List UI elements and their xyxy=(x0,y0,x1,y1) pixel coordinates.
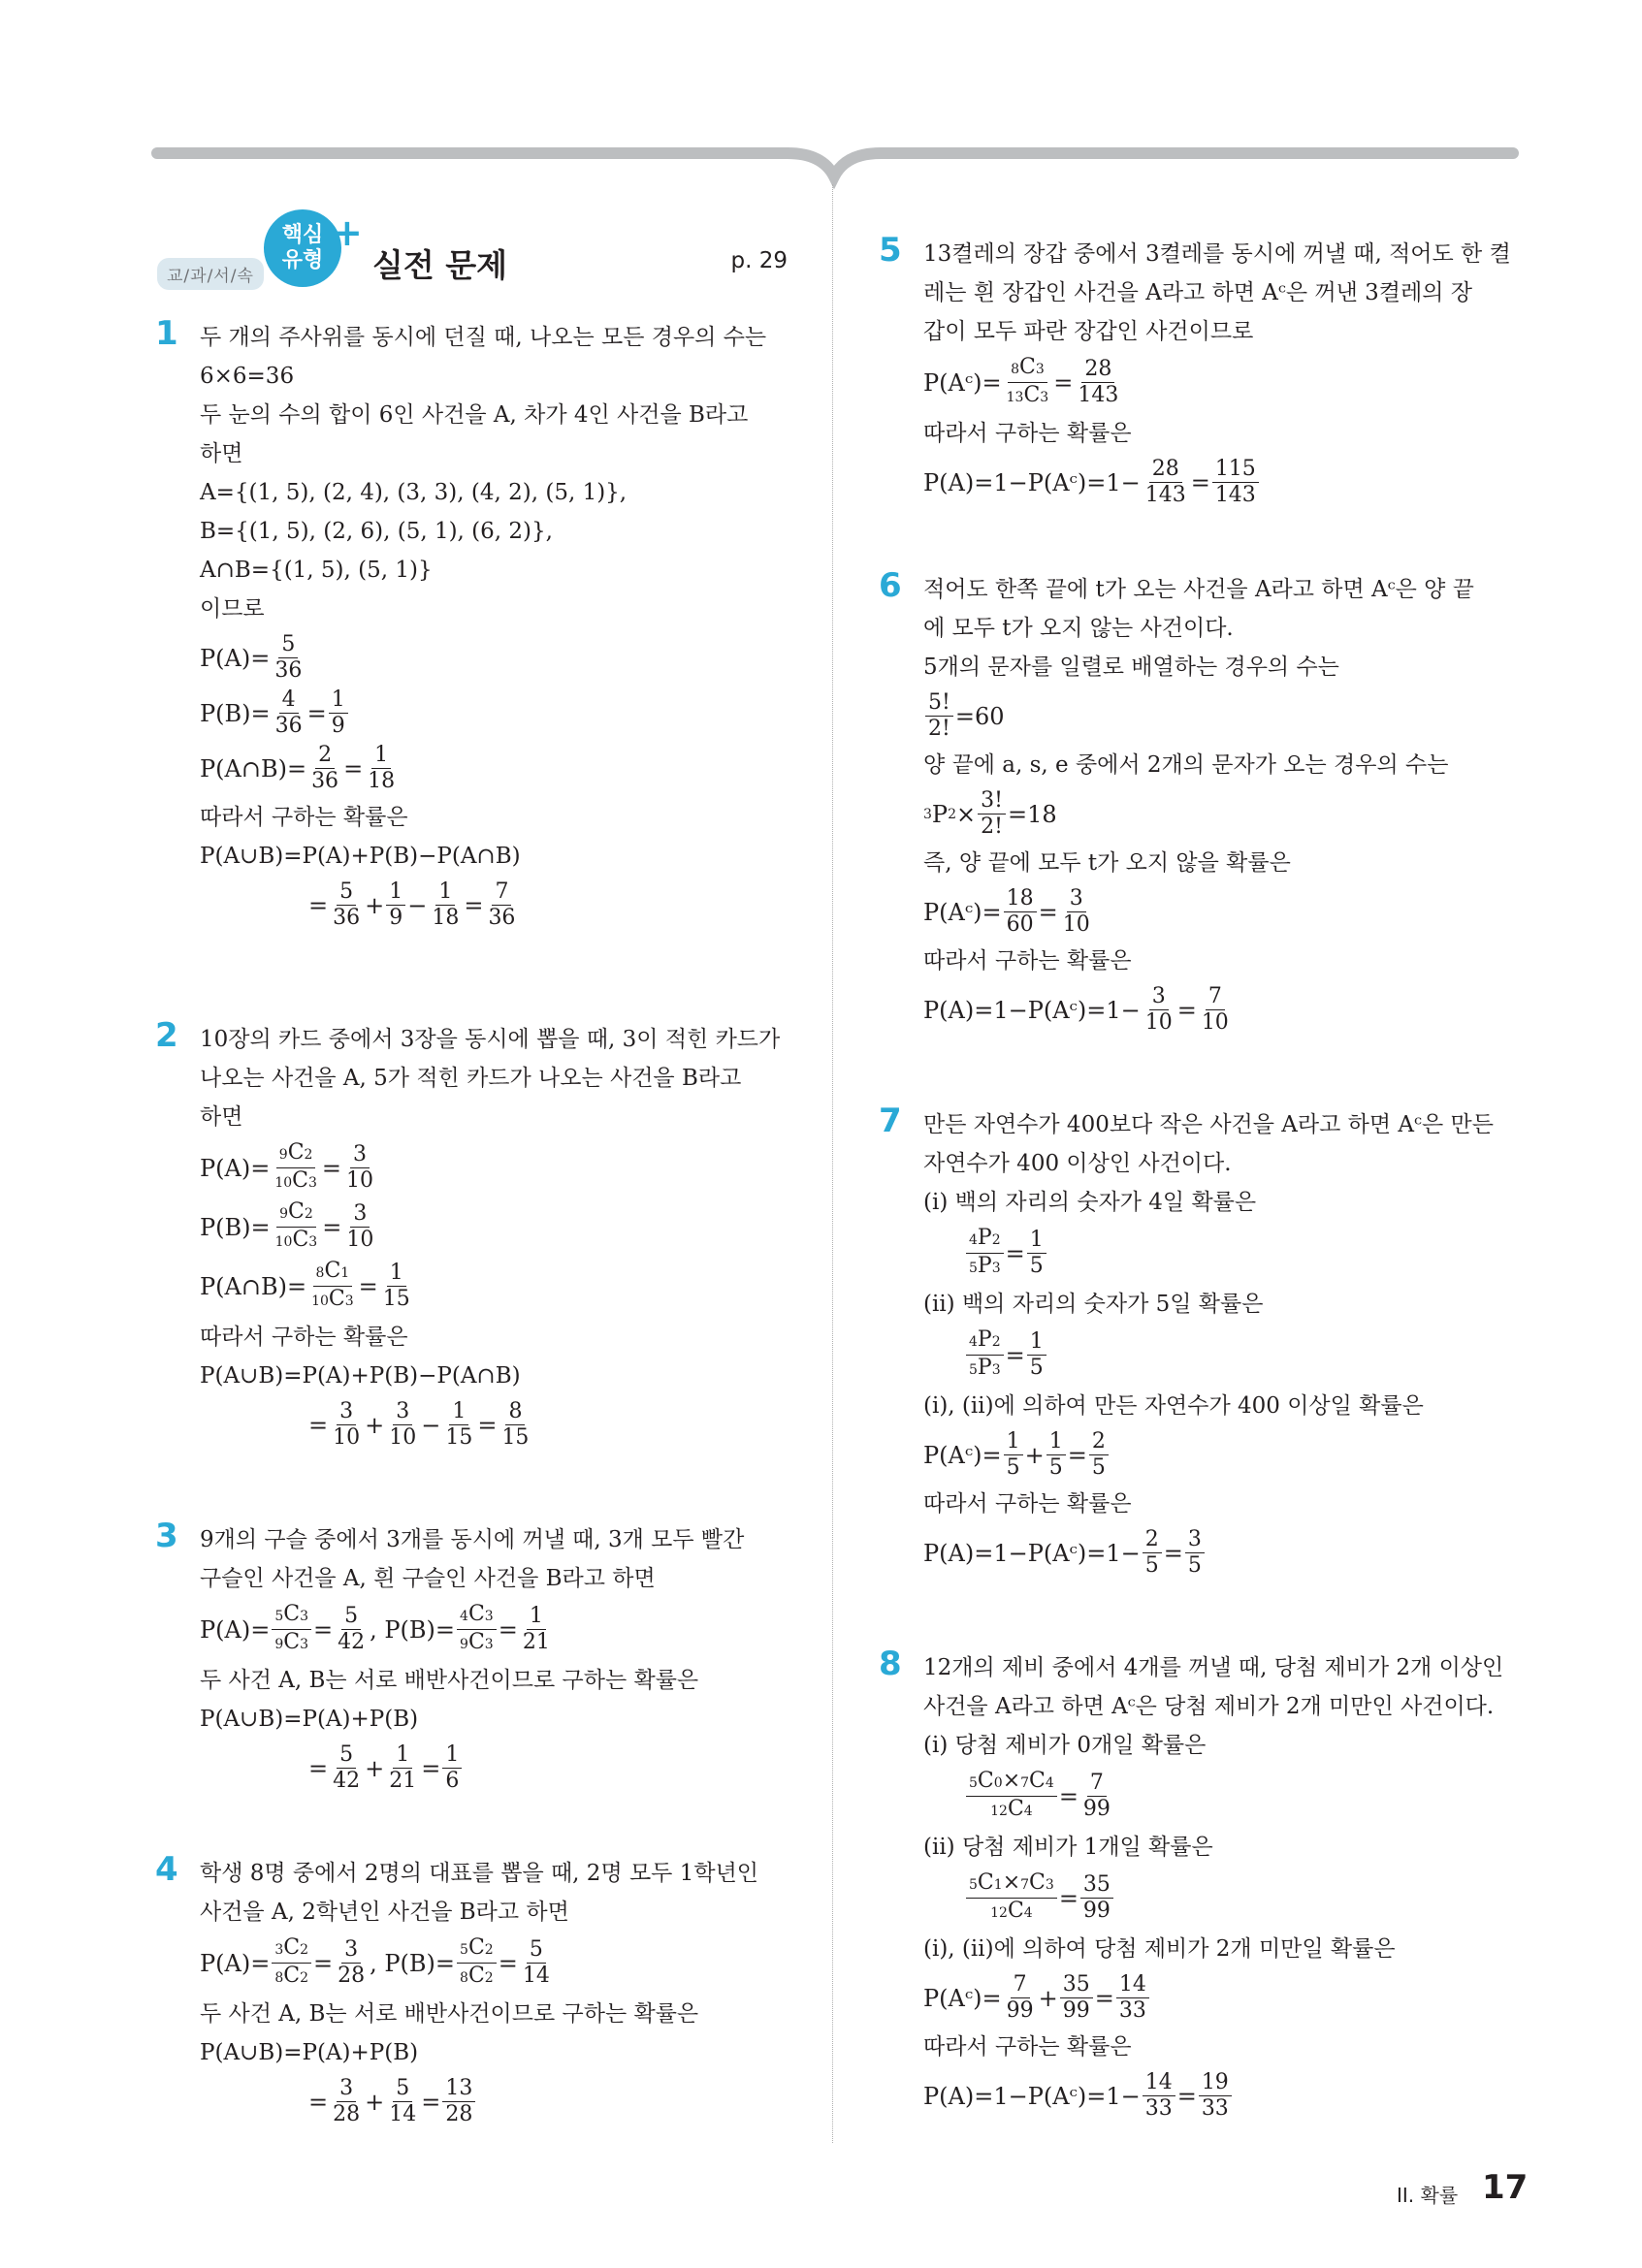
textbook-tag: 교/과/서/속 xyxy=(157,258,264,290)
equation: = $\frac{3}{10}$ + $\frac{3}{10}$ − $\frac{1}{15}$ = $\frac{8}{15}$ xyxy=(308,1399,530,1450)
equation: 3 P 2 × $\frac{3!}{2!}$ =18 xyxy=(923,788,1057,839)
text-line: 에 모두 t가 오지 않는 사건이다. xyxy=(923,616,1234,641)
equation: $\frac{4P2}{5P3}$ = $\frac{1}{5}$ xyxy=(923,1327,1494,1383)
text-line: (ⅰ) 당첨 제비가 0개일 확률은 xyxy=(923,1733,1207,1758)
equation: P(A)= $\frac{3C2}{8C2}$ = $\frac{3}{28}$ , P(B)= $\frac{5C2}{8C2}$ = $\frac{5}{14}$ xyxy=(200,1935,550,1988)
problem-4 xyxy=(155,1850,759,2131)
equation: $\frac{4P2}{5P3}$ = $\frac{1}{5}$ xyxy=(923,1226,1494,1281)
problem-number: 2 xyxy=(155,1016,178,1055)
set-b: B={(1, 5), (2, 6), (5, 1), (6, 2)}, xyxy=(200,519,553,544)
problem-7 xyxy=(879,1102,1494,1582)
text-line: 자연수가 400 이상인 사건이다. xyxy=(923,1151,1232,1176)
text-line: 12개의 제비 중에서 4개를 꺼낼 때, 당첨 제비가 2개 이상인 xyxy=(923,1655,1504,1680)
equation: P(B)= $\frac{4}{36}$ = $\frac{1}{9}$ xyxy=(200,687,766,739)
equation: P(A)= $\frac{5}{36}$ xyxy=(200,632,303,683)
page-reference: p. 29 xyxy=(730,248,788,273)
equation: P(A)= $\frac{9C2}{10C3}$ = $\frac{3}{10}$ xyxy=(200,1140,374,1193)
text-line: 즉, 양 끝에 모두 t가 오지 않을 확률은 xyxy=(923,850,1291,876)
text-line: 만든 자연수가 400보다 작은 사건을 A라고 하면 Aᶜ은 만든 xyxy=(923,1112,1494,1137)
top-decorative-bar xyxy=(0,0,1642,194)
equation: P(A∪B)=P(A)+P(B)−P(A∩B) xyxy=(200,844,521,869)
plus-icon: + xyxy=(332,211,363,254)
equation: = $\frac{5}{36}$ + $\frac{1}{9}$ − $\frac{1}{18}$ = $\frac{7}{36}$ xyxy=(308,879,516,930)
text-line: (ⅰ), (ⅱ)에 의하여 당첨 제비가 2개 미만일 확률은 xyxy=(923,1936,1396,1962)
equation: P(A)=1−P(Aᶜ)=1− $\frac{14}{33}$ = $\frac{19}{33}$ xyxy=(923,2070,1503,2122)
text-line: 따라서 구하는 확률은 xyxy=(923,421,1132,446)
text-line: 하면 xyxy=(200,1104,243,1130)
text-line: 구슬인 사건을 A, 흰 구슬인 사건을 B라고 하면 xyxy=(200,1566,656,1591)
core-type-badge xyxy=(264,209,341,287)
equation: $\frac{5!}{2!}$ =60 xyxy=(923,690,1474,742)
text-line: 10장의 카드 중에서 3장을 동시에 뽑을 때, 3이 적힌 카드가 xyxy=(200,1027,781,1052)
problem-number: 3 xyxy=(155,1517,178,1555)
equation: P(Aᶜ)= $\frac{7}{99}$ + $\frac{35}{99}$ = $\frac{14}{33}$ xyxy=(923,1972,1503,2024)
problem-6 xyxy=(879,566,1474,1039)
equation: = $\frac{5}{42}$ + $\frac{1}{21}$ = $\frac{1}{6}$ xyxy=(200,1742,744,1794)
text-line: 따라서 구하는 확률은 xyxy=(200,1325,408,1350)
text-line: 적어도 한쪽 끝에 t가 오는 사건을 A라고 하면 Aᶜ은 양 끝 xyxy=(923,577,1474,602)
text-line: 두 사건 A, B는 서로 배반사건이므로 구하는 확률은 xyxy=(200,2001,699,2027)
problem-number: 7 xyxy=(879,1102,902,1140)
badge-line2: 유형 xyxy=(281,248,324,272)
text-line: 따라서 구하는 확률은 xyxy=(923,2034,1132,2060)
text-line: 두 눈의 수의 합이 6인 사건을 A, 차가 4인 사건을 B라고 xyxy=(200,402,749,428)
set-a: A={(1, 5), (2, 4), (3, 3), (4, 2), (5, 1)}, xyxy=(200,480,628,505)
problem-2 xyxy=(155,1016,781,1454)
equation: P(A∪B)=P(A)+P(B) xyxy=(200,2040,419,2065)
equation: P(B)= $\frac{9C2}{10C3}$ = $\frac{3}{10}$ xyxy=(200,1199,374,1252)
column-divider xyxy=(832,184,833,2143)
equation: P(A∪B)=P(A)+P(B)−P(A∩B) xyxy=(200,1363,521,1389)
text-line: (ⅱ) 백의 자리의 숫자가 5일 확률은 xyxy=(923,1292,1264,1317)
equation: $\frac{5C1\times 7C3}{12C4}$ = $\frac{35}{99}$ xyxy=(923,1870,1503,1926)
equation: P(A∪B)=P(A)+P(B) xyxy=(200,1707,419,1732)
text-line: 학생 8명 중에서 2명의 대표를 뽑을 때, 2명 모두 1학년인 xyxy=(200,1861,759,1886)
page-number: 17 xyxy=(1482,2168,1529,2207)
text-line: 사건을 A, 2학년인 사건을 B라고 하면 xyxy=(200,1900,569,1925)
equation: P(Aᶜ)= $\frac{8C3}{13C3}$ = $\frac{28}{143}$ xyxy=(923,355,1119,407)
text-line: 갑이 모두 파란 장갑인 사건이므로 xyxy=(923,319,1254,344)
badge-line1: 핵심 xyxy=(281,223,324,247)
equation: P(A)=1−P(Aᶜ)=1− $\frac{28}{143}$ = $\frac{115}{143}$ xyxy=(923,457,1511,508)
equation: P(A)=1−P(Aᶜ)=1− $\frac{2}{5}$ = $\frac{3}{5}$ xyxy=(923,1527,1494,1579)
text-line: 양 끝에 a, s, e 중에서 2개의 문자가 오는 경우의 수는 xyxy=(923,752,1449,778)
text-line: (ⅰ), (ⅱ)에 의하여 만든 자연수가 400 이상일 확률은 xyxy=(923,1393,1424,1419)
problem-8 xyxy=(879,1645,1504,2125)
problem-number: 4 xyxy=(155,1850,178,1889)
text-line: 두 사건 A, B는 서로 배반사건이므로 구하는 확률은 xyxy=(200,1668,699,1693)
text-line: 6×6=36 xyxy=(200,364,295,389)
text-line: 따라서 구하는 확률은 xyxy=(923,1491,1132,1517)
problem-number: 5 xyxy=(879,231,902,270)
problem-3 xyxy=(155,1517,745,1798)
text-line: 13켤레의 장갑 중에서 3켤레를 동시에 꺼낼 때, 적어도 한 켤 xyxy=(923,241,1511,267)
chapter-label: II. 확률 xyxy=(1397,2184,1459,2207)
text-line: 나오는 사건을 A, 5가 적힌 카드가 나오는 사건을 B라고 xyxy=(200,1066,742,1091)
text-line: (ⅰ) 백의 자리의 숫자가 4일 확률은 xyxy=(923,1190,1257,1215)
equation: P(A)=1−P(Aᶜ)=1− $\frac{3}{10}$ = $\frac{7}{10}$ xyxy=(923,984,1229,1035)
problem-number: 6 xyxy=(879,566,902,605)
problem-number: 8 xyxy=(879,1645,902,1683)
text-line: 이므로 xyxy=(200,596,265,622)
equation: P(A∩B)= $\frac{2}{36}$ = $\frac{1}{18}$ xyxy=(200,743,396,793)
equation: P(Aᶜ)= $\frac{18}{60}$ = $\frac{3}{10}$ xyxy=(923,886,1090,937)
text-line: 5개의 문자를 일렬로 배열하는 경우의 수는 xyxy=(923,655,1339,680)
problem-1 xyxy=(155,314,767,935)
equation: P(A)= $\frac{5C3}{9C3}$ = $\frac{5}{42}$ , P(B)= $\frac{4C3}{9C3}$ = $\frac{1}{21}$ xyxy=(200,1602,550,1654)
text-line: (ⅱ) 당첨 제비가 1개일 확률은 xyxy=(923,1835,1213,1860)
text-line: 9개의 구슬 중에서 3개를 동시에 꺼낼 때, 3개 모두 빨간 xyxy=(200,1527,745,1552)
text-line: 따라서 구하는 확률은 xyxy=(923,948,1132,974)
text-line: 따라서 구하는 확률은 xyxy=(200,805,408,830)
section-header xyxy=(157,202,788,289)
equation: P(A∩B)= $\frac{8C1}{10C3}$ = $\frac{1}{15}$ xyxy=(200,1259,410,1311)
text-line: 사건을 A라고 하면 Aᶜ은 당첨 제비가 2개 미만인 사건이다. xyxy=(923,1694,1495,1719)
problem-5 xyxy=(879,231,1511,512)
text-line: 두 개의 주사위를 동시에 던질 때, 나오는 모든 경우의 수는 xyxy=(200,325,767,350)
equation: P(Aᶜ)= $\frac{1}{5}$ + $\frac{1}{5}$ = $\frac{2}{5}$ xyxy=(923,1429,1494,1481)
section-title: 실전 문제 xyxy=(372,246,508,284)
text-line: 하면 xyxy=(200,441,243,466)
equation: = $\frac{3}{28}$ + $\frac{5}{14}$ = $\frac{13}{28}$ xyxy=(200,2076,758,2127)
set-ab: A∩B={(1, 5), (5, 1)} xyxy=(200,558,433,583)
text-line: 레는 흰 장갑인 사건을 A라고 하면 Aᶜ은 꺼낸 3켤레의 장 xyxy=(923,280,1472,305)
equation: $\frac{5C0\times 7C4}{12C4}$ = $\frac{7}{99}$ xyxy=(923,1769,1503,1824)
problem-number: 1 xyxy=(155,314,178,353)
